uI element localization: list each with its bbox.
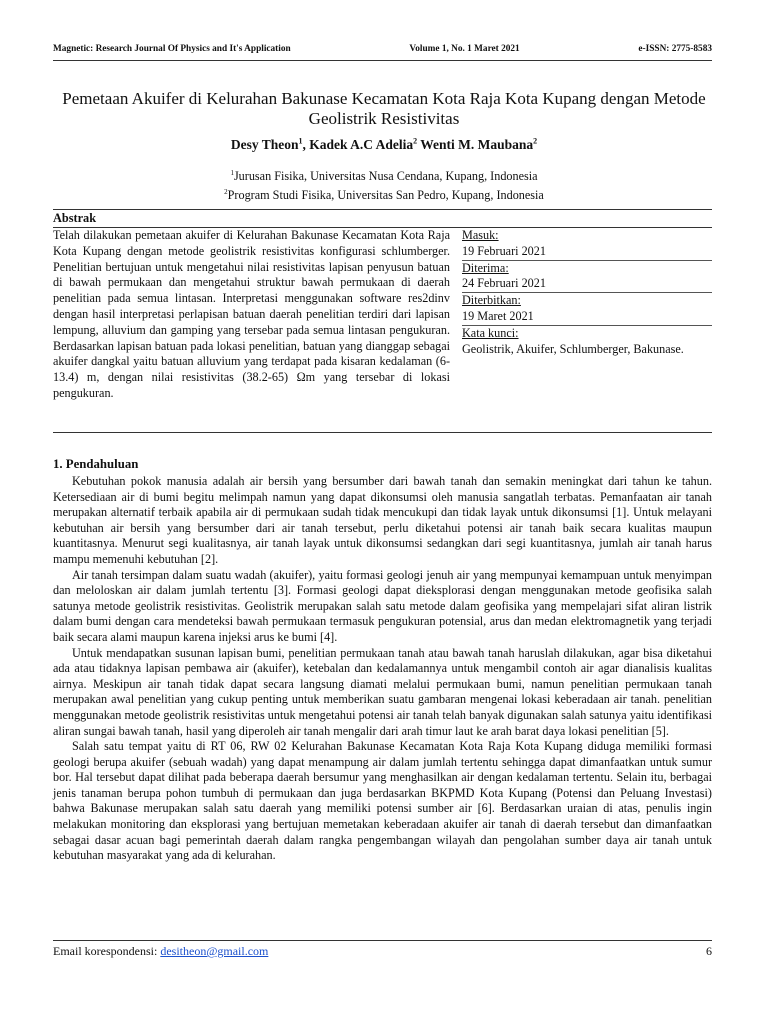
- header-rule: [53, 60, 712, 61]
- section-body: [53, 474, 712, 864]
- affiliation: $^1$Jurusan Fisika, Universitas Nusa Cendana, Kupang, Indonesia: [230, 169, 538, 184]
- author: Wenti M. Maubana$^2$: [420, 136, 538, 152]
- page-number: 6: [706, 944, 712, 958]
- running-head: [53, 44, 712, 54]
- issn: e-ISSN: 2775-8583: [638, 44, 712, 54]
- section-heading: 1. Pendahuluan: [53, 457, 139, 471]
- abstract-text: Telah dilakukan pemetaan akuifer di Kelurahan Bakunase Kecamatan Kota Raja Kota Kupang dengan metode geolistrik resistivitas konfigurasi schlumberger. Penelitian bertujuan untuk mengetahui nilai resistivitas lapisan penyusun batuan di bawah permukaan dan mengetahui struktur bawah permukaan di daerah penelitian pada semua lintasan. Interpretasi menggunakan software res2dinv dengan hasil interpretasi perlapisan batuan daerah penelitian terdiri dari lapisan lempung, alluvium dan gamping yang tersebar pada semua lintasan pengukuran. Berdasarkan lapisan batuan pada lokasi penelitian, batuan yang dianggap sebagai akuifer dangkal yaitu batuan alluvium yang terdapat pada kisaran kedalaman (6-13.4) m, dengan nilai resistivitas (38.2-65) Ωm yang tersebar di lokasi pengukuran.: [53, 228, 450, 400]
- published-date: Diterbitkan: 19 Maret 2021: [462, 293, 712, 326]
- author: Kadek A.C Adelia$^2$: [309, 136, 418, 152]
- paragraph: Air tanah tersimpan dalam suatu wadah (akuifer), yaitu formasi geologi jenuh air yang mempunyai kemampuan untuk menyimpan dan meloloskan air dalam jumlah tertentu [3]. Formasi geologi dapat dieksplorasi dengan menggunakan metode geofisika salah satunya metode geolistrik resistivitas. Geolistrik merupakan salah satu metode dalam geofisika yang mempelajari sifat aliran listrik dalam bumi dengan cara mendeteksi bawah permukaan termasuk pengukuran potensial, arus dan medan elektromagnetik yang terjadi baik secara alami maupun karena injeksi arus ke bumi [4].: [53, 567, 712, 644]
- footer-rule: [53, 940, 712, 941]
- paragraph: Kebutuhan pokok manusia adalah air bersih yang bersumber dari bawah tanah dan semakin meningkat dari tahun ke tahun. Ketersediaan air di bumi begitu melimpah namun yang dapat dikonsumsi oleh manusia sangatlah terbatas. Pemanfaatan air tanah merupakan alternatif terbaik apabila air di permukaan sudah tidak mencukupi dan tidak layak untuk dikonsumsi [1]. Untuk melayani kebutuhan air bersih yang bersumber dari air tanah tersebut, perlu diketahui potensi air tanah baik secara kualitas maupun kuantitasnya. Menurut segi kualitasnya, air tanah layak untuk dikonsumsi sedangkan dari segi kuantitasnya, jumlah air tanah harus mampu memenuhi kebutuhan [2].: [53, 474, 712, 566]
- accepted-date: Diterima: 24 Februari 2021: [462, 261, 712, 294]
- affiliation: $^2$Program Studi Fisika, Universitas San Pedro, Kupang, Indonesia: [224, 187, 544, 202]
- abstract-box: [53, 209, 712, 433]
- correspondence: Email korespondensi: desitheon@gmail.com: [53, 944, 269, 958]
- author: Desy Theon$^1$,: [230, 136, 310, 152]
- received-date: Masuk: 19 Februari 2021: [462, 228, 712, 261]
- journal-name: Magnetic: Research Journal Of Physics and It's Application: [53, 44, 291, 54]
- author-list: [40, 136, 728, 153]
- paragraph: Untuk mendapatkan susunan lapisan bumi, penelitian permukaan tanah atau bawah tanah haruslah dilakukan, agar bisa diketahui ada atau tidaknya lapisan pembawa air (akuifer), ketebalan dan kedalamannya untuk mengambil contoh air agar dianalisis kualitas airnya. Meskipun air tanah tidak dapat secara langsung diamati melalui permukaan bumi, namun penelitian permukaan tanah merupakan awal penelitian yang cukup penting untuk memberikan suatu gambaran mengenai lokasi keberadaan air tanah. penelitian menggunakan metode geolistrik resistivitas untuk mengetahui potensi air tanah telah banyak digunakan salah satunya yaitu identifikasi aliran sungai bawah tanah, hasil yang diperoleh air tanah mengalir dari arah timur laut ke arah barat daya lokasi penelitian [5].: [53, 645, 712, 738]
- abstract-label: Abstrak: [53, 211, 97, 225]
- footer: [53, 944, 712, 959]
- affiliations: [40, 166, 728, 203]
- keywords: Kata kunci: Geolistrik, Akuifer, Schlumberger, Bakunase.: [462, 325, 684, 356]
- paragraph: Salah satu tempat yaitu di RT 06, RW 02 Kelurahan Bakunase Kecamatan Kota Raja Kota Kupang diduga memiliki formasi geologi berupa akuifer (sebuah wadah) yang dapat menampung air dalam jumlah tertentu sehingga dapat dimanfaatkan untuk sumur bor. Hal tersebut dapat dilihat pada beberapa daerah bersumur yang menghasilkan air dengan kedalaman tertentu. Selain itu, berbagai jenis tanaman berupa pohon tumbuh di permukaan dan juga berdasarkan BKPMD Kota Kupang (Potensi dan Peluang Investasi) bahwa Bakunase merupakan salah satu daerah yang memiliki potensi sumber air [6]. Berdasarkan uraian di atas, penulis ingin melakukan monitoring dan eksplorasi yang bertujuan memetakan keberadaan akuifer air tanah di daerah tersebut dan dimanfaatkan sebagai dasar acuan bagi pemerintah daerah dalam rangka pengembangan wilayah dan pengolahan sumber daya air tanah untuk kebutuhan masyarakat yang ada di kelurahan.: [53, 739, 712, 863]
- paper-title: Pemetaan Akuifer di Kelurahan Bakunase Kecamatan Kota Raja Kota Kupang dengan Metode Geolistrik Resistivitas: [62, 89, 706, 128]
- article-info: [462, 228, 712, 357]
- email-link[interactable]: desitheon@gmail.com: [160, 944, 269, 958]
- volume-info: Volume 1, No. 1 Maret 2021: [409, 44, 520, 54]
